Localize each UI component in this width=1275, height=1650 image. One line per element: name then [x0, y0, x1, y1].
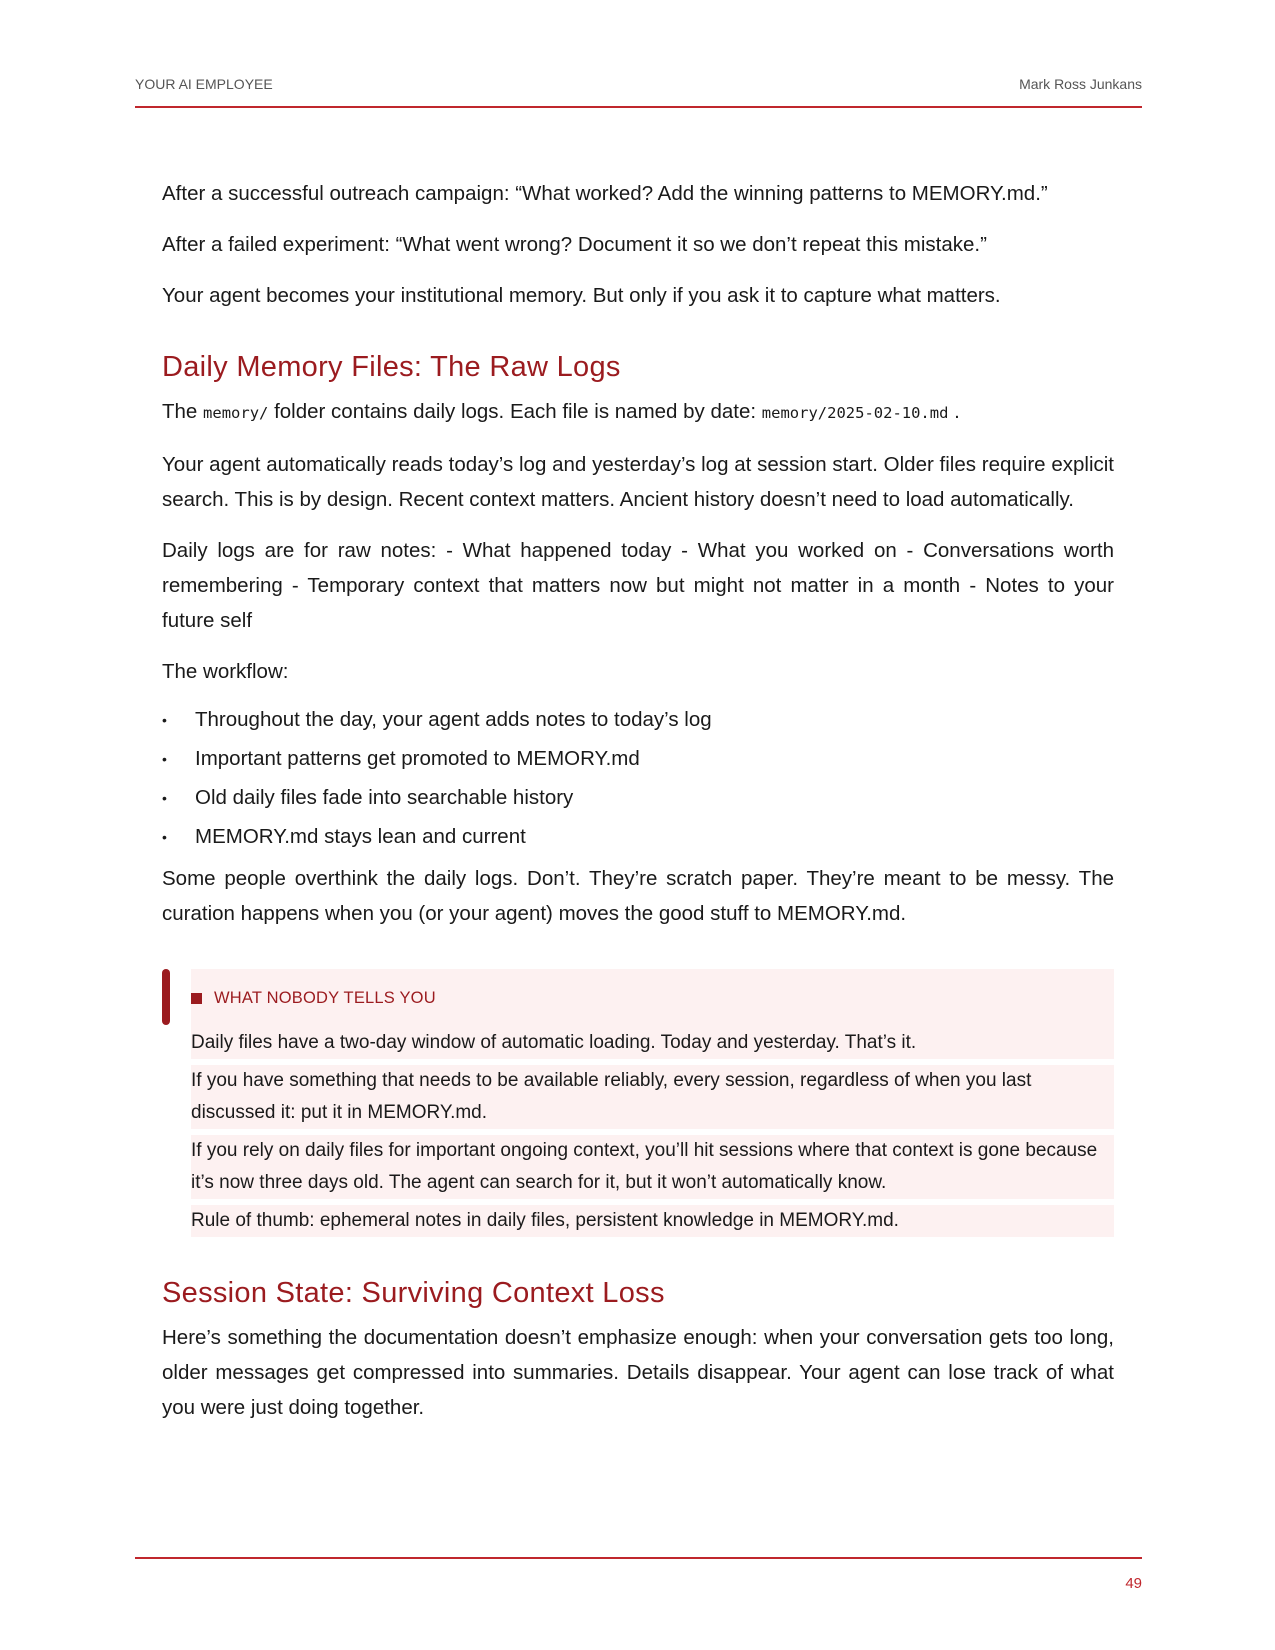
workflow-list: [162, 705, 1114, 852]
section-heading-daily-memory: Daily Memory Files: The Raw Logs: [162, 351, 621, 383]
callout-paragraph: Daily files have a two-day window of automatic loading. Today and yesterday. That’s it.: [191, 1027, 1114, 1059]
scratch-paper-paragraph: Some people overthink the daily logs. Don’t. They’re scratch paper. They’re meant to be messy. The curation happens when you (or your agent) moves the good stuff to MEMORY.md.: [162, 867, 1114, 925]
callout-title: [191, 969, 1114, 1027]
text-fragment: folder contains daily logs. Each file is named by date:: [274, 400, 757, 423]
callout-paragraph: Rule of thumb: ephemeral notes in daily files, persistent knowledge in MEMORY.md.: [191, 1205, 1114, 1237]
text-fragment: .: [954, 400, 960, 423]
list-item: [162, 783, 1114, 813]
bullet-icon: •: [162, 790, 167, 806]
section-heading-session-state: Session State: Surviving Context Loss: [162, 1277, 665, 1309]
header-rule: [135, 106, 1142, 108]
running-header: [135, 76, 1142, 92]
bullet-icon: •: [162, 712, 167, 728]
intro-paragraph-3: Your agent becomes your institutional memory. But only if you ask it to capture what matters.: [162, 284, 1001, 307]
intro-paragraph-1: After a successful outreach campaign: “What worked? Add the winning patterns to MEMORY.md.”: [162, 182, 1048, 205]
book-title: YOUR AI EMPLOYEE: [135, 76, 273, 92]
list-item-text: Throughout the day, your agent adds notes to today’s log: [195, 708, 712, 731]
list-item-text: Important patterns get promoted to MEMORY.md: [195, 747, 640, 770]
auto-read-paragraph: Your agent automatically reads today’s log and yesterday’s log at session start. Older files require explicit search. This is by design. Recent context matters. Ancient history doesn’t need to load automatically.: [162, 453, 1114, 511]
author-name: Mark Ross Junkans: [1019, 76, 1142, 92]
page-number: 49: [1125, 1575, 1142, 1592]
bullet-icon: •: [162, 829, 167, 845]
list-item: [162, 822, 1114, 852]
workflow-label: The workflow:: [162, 660, 289, 683]
list-item-text: Old daily files fade into searchable history: [195, 786, 574, 809]
context-loss-paragraph: Here’s something the documentation doesn’t emphasize enough: when your conversation gets too long, older messages get compressed into summaries. Details disappear. Your agent can lose track of what you were just doing together.: [162, 1326, 1114, 1419]
code-memory-file-example: memory/2025-02-10.md: [761, 404, 949, 422]
callout-accent-bar: [162, 969, 170, 1025]
callout-title-text: WHAT NOBODY TELLS YOU: [214, 988, 436, 1007]
memory-folder-paragraph: [162, 394, 1114, 431]
raw-notes-paragraph: Daily logs are for raw notes: - What happened today - What you worked on - Conversations worth remembering - Temporary context that matters now but might not matter in a month - Notes to your future self: [162, 539, 1114, 632]
square-icon: [191, 993, 202, 1004]
page-content: [162, 176, 1114, 1441]
list-item: [162, 744, 1114, 774]
bullet-icon: •: [162, 751, 167, 767]
callout-paragraph: If you have something that needs to be available reliably, every session, regardless of when you last discussed it: put it in MEMORY.md.: [191, 1065, 1114, 1129]
list-item: [162, 705, 1114, 735]
callout-paragraph: If you rely on daily files for important ongoing context, you’ll hit sessions where that context is gone because it’s now three days old. The agent can search for it, but it won’t automatically know.: [191, 1135, 1114, 1199]
footer-rule: [135, 1557, 1142, 1559]
list-item-text: MEMORY.md stays lean and current: [195, 825, 526, 848]
intro-paragraph-2: After a failed experiment: “What went wrong? Document it so we don’t repeat this mistake.”: [162, 233, 987, 256]
code-memory-folder: memory/: [203, 404, 269, 422]
text-fragment: The: [162, 400, 198, 423]
callout-box: [162, 969, 1114, 1237]
